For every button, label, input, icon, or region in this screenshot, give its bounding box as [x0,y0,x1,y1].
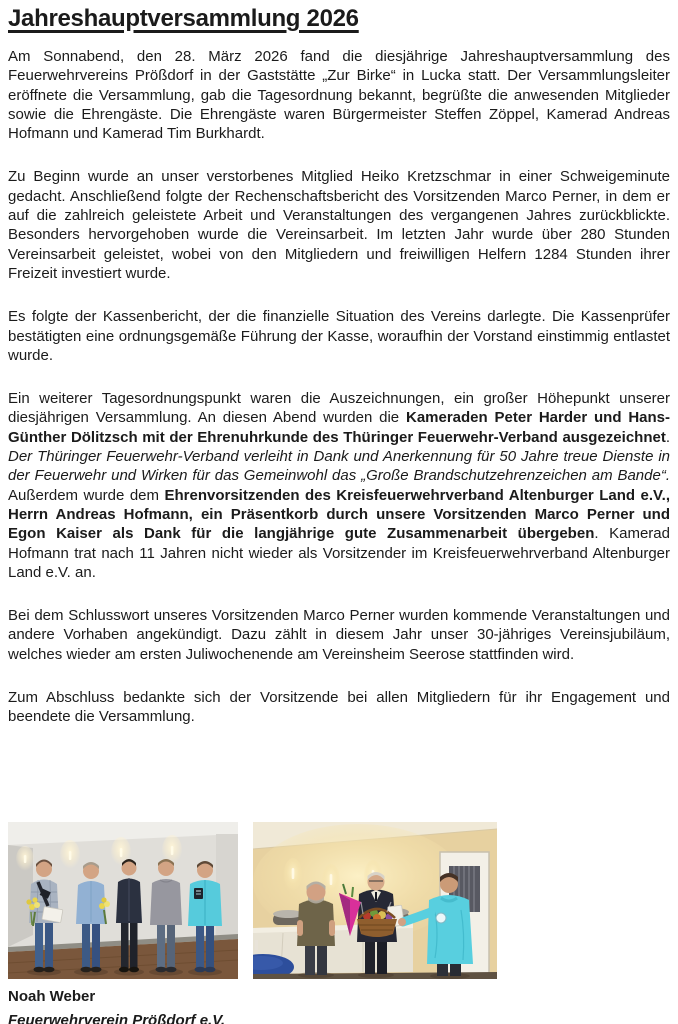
paragraph-outlook [8,606,670,664]
photo-row [8,822,670,979]
text-segment: Es folgte der Kassenbericht, der die finanzielle Situation des Vereins darlegte. Die Kassenprüfer bestätigten eine ordnungsgemäße Führung der Kasse, woraufhin der Vorstand einstimmig entlastet wurde. [8,308,670,364]
photo-five-honorees-with-flowers [8,822,238,979]
text-segment: Zum Abschluss bedankte sich der Vorsitzende bei allen Mitgliedern für ihr Engagement und beendete die Versammlung. [8,689,670,726]
text-segment: . Kamerad Hofmann trat nach 11 Jahren nicht wieder als Vorsitzender im Kreisfeuerwehrverband Altenburger Land e.V. an. [8,525,670,581]
paragraph-awards [8,389,670,582]
text-segment: Ein weiterer Tagesordnungspunkt waren die Auszeichnungen, ein großer Höhepunkt unserer diesjährigen Versammlung. An diesen Abend wurden die [8,390,670,427]
photo-five-honorees-illustration [8,822,238,979]
paragraph-closing [8,688,670,727]
text-segment: . [665,428,670,446]
photo-gift-basket-illustration [253,822,497,979]
page-title: Jahreshauptversammlung 2026 [8,5,359,32]
photos-section [8,822,670,1024]
paragraph-report [8,167,670,283]
text-segment: Kameraden Peter Harder und Hans-Günther Dölitzsch mit der Ehrenuhrkunde des Thüringer Feuerwehr-Verband ausgezeichnet [8,409,670,446]
paragraph-opening [8,47,670,143]
photo-credit-author: Noah Weber [8,988,96,1005]
photo-credit-organization: Feuerwehrverein Prößdorf e.V. [8,1012,226,1024]
text-segment: Am Sonnabend, den 28. März 2026 fand die diesjährige Jahreshauptversammlung des Feuerwehrvereins Prößdorf in der Gaststätte „Zur Birke“ in Lucka statt. Der Versammlungsleiter eröffnete die Versammlung, gab die Tagesordnung bekannt, begrüßte die anwesenden Mitglieder sowie die Ehrengäste. Die Ehrengäste waren Bürgermeister Steffen Zöppel, Kamerad Andreas Hofmann und Kamerad Tim Burkhardt. [8,48,670,143]
photo-gift-basket-presentation [253,822,497,979]
text-segment: Der Thüringer Feuerwehr-Verband verleiht in Dank und Anerkennung für 50 Jahre treue Dienste in der Feuerwehr und Wirken für das Gemeinwohl das „Große Brandschutzehrenzeichen am Bande“. [8,448,670,485]
text-segment: Zu Beginn wurde an unser verstorbenes Mitglied Heiko Kretzschmar in einer Schweigeminute gedacht. Anschließend folgte der Rechenschaftsbericht des Vorsitzenden Marco Perner, in dem er auf die zahlreich geleistete Arbeit und Veranstaltungen des vergangenen Jahres zurückblickte. Besonders hervorgehoben wurde die Vereinsarbeit. Im letzten Jahr wurde über 280 Stunden Vereinsarbeit geleistet, wobei von den Mitgliedern und freiwilligen Helfern 1284 Stunden ihrer Freizeit investiert wurde. [8,168,670,282]
text-segment: Bei dem Schlusswort unseres Vorsitzenden Marco Perner wurden kommende Veranstaltungen und andere Vorhaben angekündigt. Dazu zählt in diesem Jahr unser 30-jähriges Vereinsjubiläum, welches wieder am ersten Juliwochenende am Vereinsheim Seerose stattfinden wird. [8,607,670,663]
paragraph-treasury [8,307,670,365]
text-segment: Außerdem wurde dem [8,486,165,504]
text-segment: Ehrenvorsitzenden des Kreisfeuerwehrverband Altenburger Land e.V., Herrn Andreas Hofmann, ein Präsentkorb durch unsere Vorsitzenden Marco Perner und Egon Kaiser als Dank für die langjährige gute Zusammenarbeit übergeben [8,486,670,543]
